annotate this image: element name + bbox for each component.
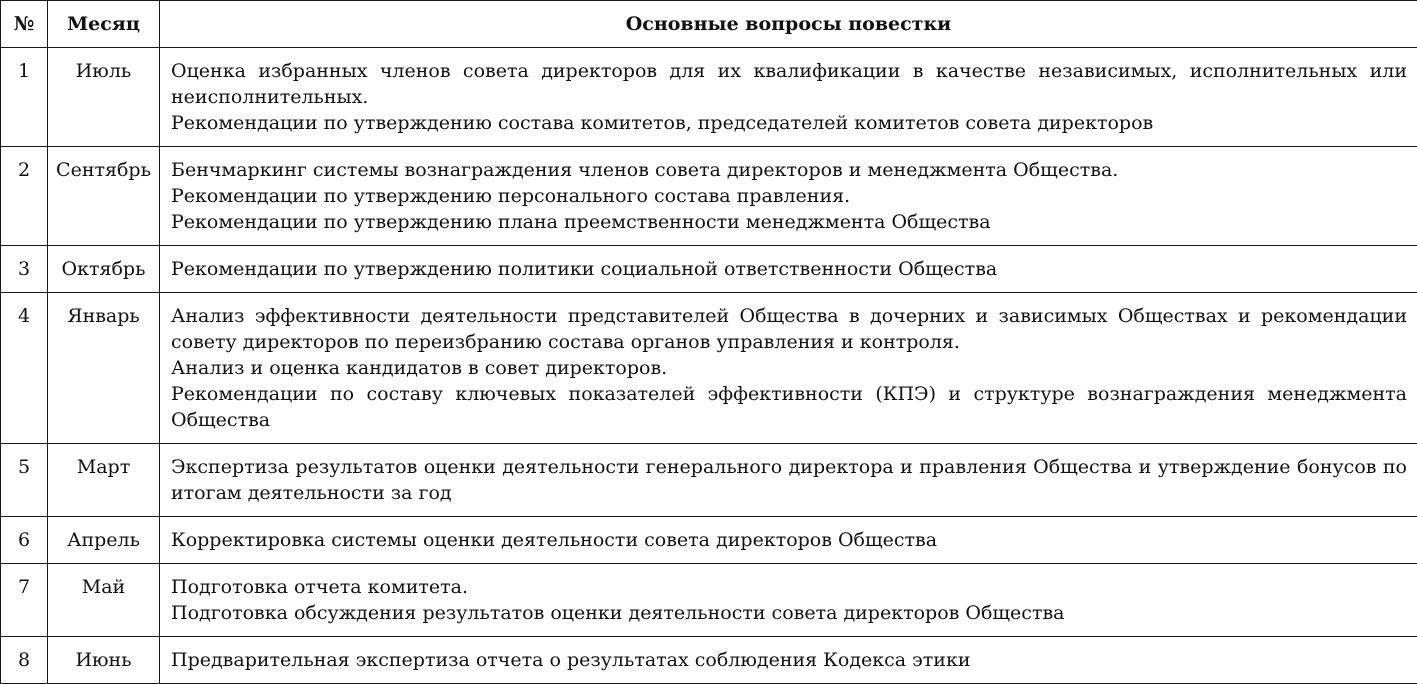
agenda-item: Анализ эффективности деятельности представителей Общества в дочерних и зависимых Обществах и рекомендации совету директоров по переизбранию состава органов управления и контроля. <box>171 303 1407 355</box>
table-row <box>1 637 1417 684</box>
table-row <box>1 444 1417 517</box>
row-num: 3 <box>1 246 48 293</box>
table-row <box>1 246 1417 293</box>
header-row <box>1 1 1417 48</box>
row-agenda <box>160 246 1417 293</box>
header-month: Месяц <box>48 1 160 48</box>
agenda-item: Предварительная экспертиза отчета о результатах соблюдения Кодекса этики <box>171 647 1407 673</box>
agenda-item: Рекомендации по составу ключевых показателей эффективности (КПЭ) и структуре вознаграждения менеджмента Общества <box>171 381 1407 433</box>
row-num: 6 <box>1 517 48 564</box>
table-row <box>1 564 1417 637</box>
row-num: 8 <box>1 637 48 684</box>
agenda-item: Рекомендации по утверждению персонального состава правления. <box>171 183 1407 209</box>
row-month: Январь <box>48 293 160 444</box>
agenda-item: Бенчмаркинг системы вознаграждения членов совета директоров и менеджмента Общества. <box>171 157 1407 183</box>
row-month: Март <box>48 444 160 517</box>
agenda-item: Рекомендации по утверждению политики социальной ответственности Общества <box>171 256 1407 282</box>
row-agenda <box>160 147 1417 246</box>
agenda-item: Подготовка отчета комитета. <box>171 574 1407 600</box>
row-agenda <box>160 48 1417 147</box>
row-month: Октябрь <box>48 246 160 293</box>
row-num: 5 <box>1 444 48 517</box>
row-num: 1 <box>1 48 48 147</box>
row-agenda <box>160 564 1417 637</box>
agenda-item: Оценка избранных членов совета директоров для их квалификации в качестве независимых, исполнительных или неисполнительных. <box>171 58 1407 110</box>
row-month: Июль <box>48 48 160 147</box>
row-agenda <box>160 517 1417 564</box>
agenda-item: Экспертиза результатов оценки деятельности генерального директора и правления Общества и утверждение бонусов по итогам деятельности за год <box>171 454 1407 506</box>
row-num: 2 <box>1 147 48 246</box>
table-header <box>1 1 1417 48</box>
row-num: 7 <box>1 564 48 637</box>
row-month: Май <box>48 564 160 637</box>
table-body <box>1 48 1417 684</box>
table-row <box>1 293 1417 444</box>
table-row <box>1 517 1417 564</box>
agenda-item: Корректировка системы оценки деятельности совета директоров Общества <box>171 527 1407 553</box>
row-num: 4 <box>1 293 48 444</box>
table-row <box>1 48 1417 147</box>
header-num: № <box>1 1 48 48</box>
agenda-item: Анализ и оценка кандидатов в совет директоров. <box>171 355 1407 381</box>
row-agenda <box>160 637 1417 684</box>
row-month: Июнь <box>48 637 160 684</box>
row-agenda <box>160 444 1417 517</box>
row-agenda <box>160 293 1417 444</box>
header-agenda: Основные вопросы повестки <box>160 1 1417 48</box>
row-month: Сентябрь <box>48 147 160 246</box>
table-row <box>1 147 1417 246</box>
agenda-item: Рекомендации по утверждению состава комитетов, председателей комитетов совета директоров <box>171 110 1407 136</box>
row-month: Апрель <box>48 517 160 564</box>
agenda-item: Рекомендации по утверждению плана преемственности менеджмента Общества <box>171 209 1407 235</box>
agenda-item: Подготовка обсуждения результатов оценки деятельности совета директоров Общества <box>171 600 1407 626</box>
